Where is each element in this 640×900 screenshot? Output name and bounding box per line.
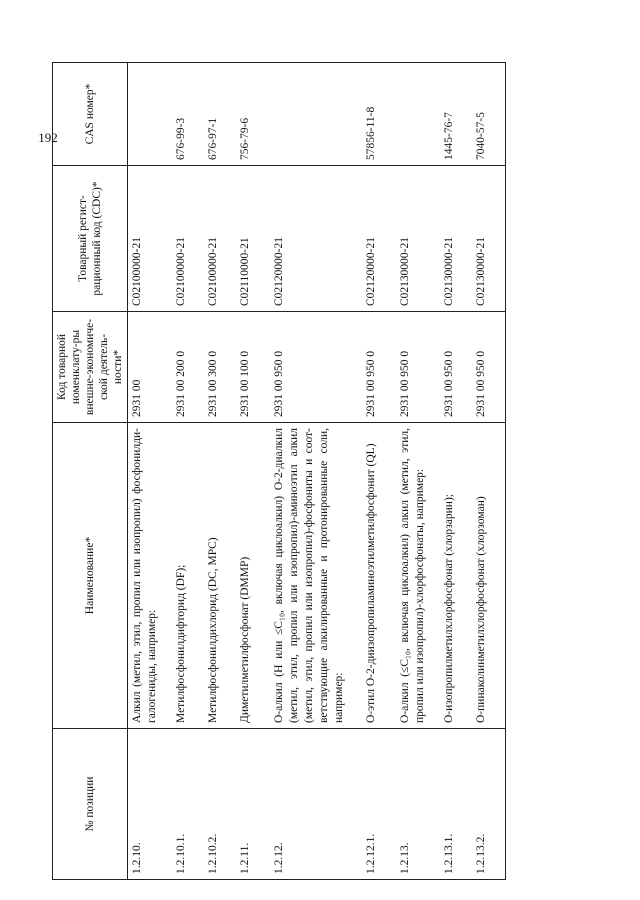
cell-position: 1.2.12. <box>270 729 362 880</box>
cell-cas-number: 676-99-3 <box>172 63 204 166</box>
cell-cas-number: 7040-57-5 <box>472 63 506 166</box>
cell-name: O-этил O-2-диизопропиламиноэтилметилфосфонит (QL) <box>362 423 396 729</box>
header-position: № позиции <box>53 729 128 880</box>
table-header-row <box>53 63 128 880</box>
page-number: 192 <box>38 130 58 145</box>
cell-cdc-code: C02100000-21 <box>204 166 236 312</box>
cell-cdc-code: C02130000-21 <box>396 166 440 312</box>
cell-name: Метилфосфонилдифторид (DF); <box>172 423 204 729</box>
cell-position: 1.2.11. <box>236 729 270 880</box>
cell-tn-ved-code: 2931 00 100 0 <box>236 312 270 423</box>
cell-cas-number: 1445-76-7 <box>440 63 472 166</box>
cell-cdc-code: C02130000-21 <box>472 166 506 312</box>
table-row <box>204 63 236 880</box>
table-body <box>128 63 506 880</box>
chemicals-table <box>52 62 506 880</box>
cell-tn-ved-code: 2931 00 950 0 <box>396 312 440 423</box>
cell-name: Диметилметилфосфонат (DMMP) <box>236 423 270 729</box>
cell-position: 1.2.12.1. <box>362 729 396 880</box>
header-cdc-code: Товарный регист-рационный код (CDC)* <box>53 166 128 312</box>
table-row <box>128 63 172 880</box>
cell-cdc-code: C02100000-21 <box>128 166 172 312</box>
table-row <box>172 63 204 880</box>
cell-position: 1.2.13.1. <box>440 729 472 880</box>
cell-position: 1.2.10.1. <box>172 729 204 880</box>
table-row <box>362 63 396 880</box>
cell-tn-ved-code: 2931 00 950 0 <box>270 312 362 423</box>
cell-tn-ved-code: 2931 00 300 0 <box>204 312 236 423</box>
cell-cdc-code: C02120000-21 <box>270 166 362 312</box>
cell-name: Метилфосфонилдихлорид (DC, MPC) <box>204 423 236 729</box>
cell-position: 1.2.13. <box>396 729 440 880</box>
table-row <box>472 63 506 880</box>
cell-tn-ved-code: 2931 00 <box>128 312 172 423</box>
cell-name: Алкил (метил, этил, пропил или изопропил) фосфонилди-галогениды, например: <box>128 423 172 729</box>
cell-cdc-code: C02100000-21 <box>172 166 204 312</box>
cell-tn-ved-code: 2931 00 200 0 <box>172 312 204 423</box>
cell-name: O-пинаколинметилхлорфосфонат (хлорзоман) <box>472 423 506 729</box>
cell-tn-ved-code: 2931 00 950 0 <box>440 312 472 423</box>
table-row <box>236 63 270 880</box>
cell-cdc-code: C02110000-21 <box>236 166 270 312</box>
cell-position: 1.2.10. <box>128 729 172 880</box>
cell-cas-number: 676-97-1 <box>204 63 236 166</box>
header-tn-ved-code: Код товарной номенклату-ры внешне-экономиче-ской деятель-ности* <box>53 312 128 423</box>
cell-cdc-code: C02130000-21 <box>440 166 472 312</box>
cell-tn-ved-code: 2931 00 950 0 <box>472 312 506 423</box>
cell-cas-number <box>128 63 172 166</box>
header-cas-number: CAS номер* <box>53 63 128 166</box>
cell-name: O-алкил (≤C₁₀, включая циклоалкил) алкил (метил, этил, пропил или изопропил)-хлорфосфонаты, например: <box>396 423 440 729</box>
cell-cas-number <box>396 63 440 166</box>
table-row <box>440 63 472 880</box>
header-name: Наименование* <box>53 423 128 729</box>
cell-cas-number: 57856-11-8 <box>362 63 396 166</box>
table-row <box>270 63 362 880</box>
cell-cdc-code: C02120000-21 <box>362 166 396 312</box>
cell-tn-ved-code: 2931 00 950 0 <box>362 312 396 423</box>
cell-name: O-изопропилметилхлорфосфонат (хлорзарин); <box>440 423 472 729</box>
cell-name: O-алкил (H или ≤C₁₀, включая циклоалкил) O-2-диалкил (метил, этил, пропил или изопропил)-аминоэтил алкил (метил, этил, пропил или изопропил)-фосфониты и соот-ветствующие алкилированные и протонированные соли, например: <box>270 423 362 729</box>
cell-cas-number <box>270 63 362 166</box>
table-row <box>396 63 440 880</box>
cell-cas-number: 756-79-6 <box>236 63 270 166</box>
cell-position: 1.2.10.2. <box>204 729 236 880</box>
cell-position: 1.2.13.2. <box>472 729 506 880</box>
